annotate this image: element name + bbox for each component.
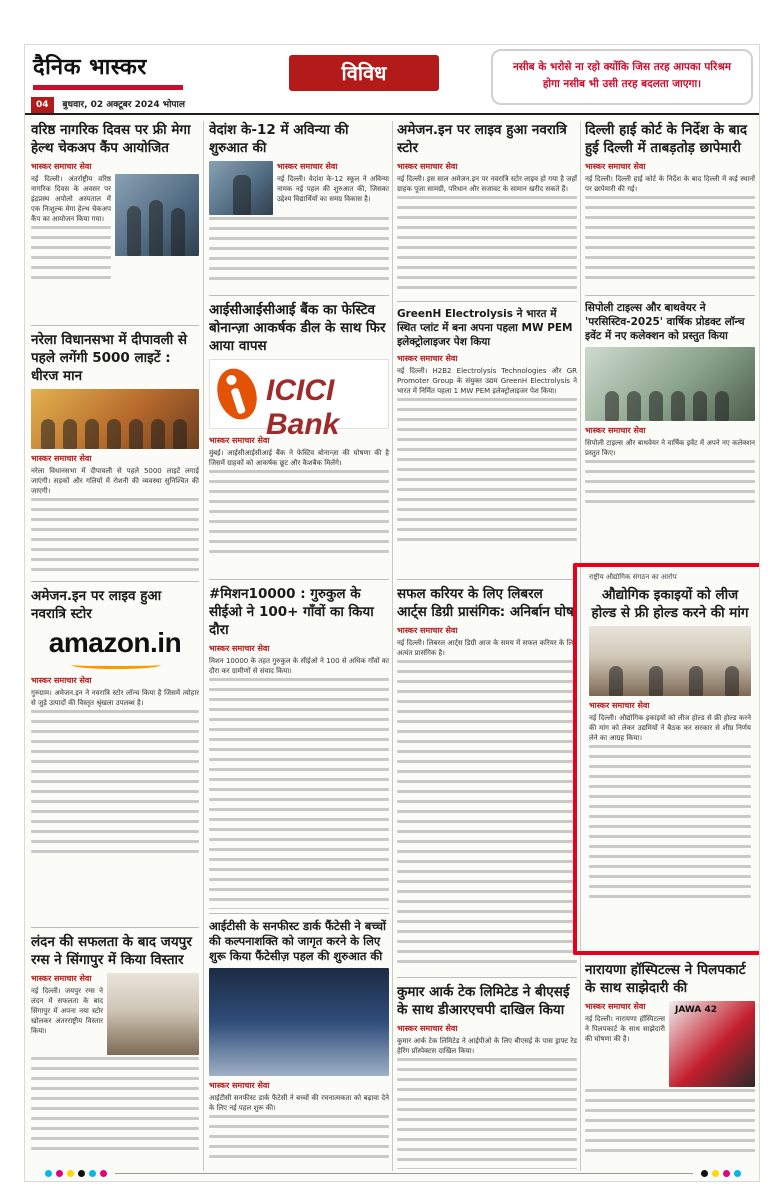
headline: अमेजन.इन पर लाइव हुआ नवरात्रि स्टोर [397, 122, 567, 156]
page-footer [25, 1163, 760, 1182]
column-divider [203, 121, 204, 1171]
headline: आईसीआईसीआई बैंक का फेस्टिव बोनान्ज़ा आकर्षक डील के साथ फिर आया वापस [209, 302, 386, 354]
byline: भास्कर समाचार सेवा [31, 676, 92, 685]
store-photo [107, 973, 199, 1055]
article-senior-citizens [31, 121, 199, 321]
byline: भास्कर समाचार सेवा [209, 644, 270, 653]
amazon-logo [31, 627, 199, 671]
divider [397, 977, 577, 978]
byline: भास्कर समाचार सेवा [585, 162, 646, 171]
text-lines [397, 660, 577, 963]
article-body: सिपोली टाइल्स और बाथवेयर ने वार्षिक इवेंट में अपने नए कलेक्शन प्रस्तुत किए। [585, 439, 755, 457]
article-body: कुमार आर्क टेक लिमिटेड ने आईपीओ के लिए बीएसई के पास ड्राफ्ट रेड हेरिंग प्रॉस्पेक्टस दाखिल किया। [397, 1037, 577, 1055]
text-lines [209, 217, 389, 280]
article-body: नई दिल्ली। इस साल अमेजन.इन पर नवरात्रि स्टोर लाइव हो गया है जहाँ ग्राहक पूजा सामग्री, परिधान और सजावट के सामान खरीद सकते हैं। [397, 175, 577, 193]
divider [209, 579, 389, 580]
headline: औद्योगिक इकाइयों को लीज होल्ड से फ्री होल्ड करने की मांग [591, 587, 749, 621]
article-amazon-navratri [31, 587, 199, 923]
color-dots-left [45, 1170, 107, 1177]
article-body: नई दिल्ली। अंतर्राष्ट्रीय वरिष्ठ नागरिक दिवस के अवसर पर इंद्रप्रस्थ अपोलो अस्पताल में एक निःशुल्क मेगा हेल्थ चेकअप कैंप का आयोजन किया गया। [31, 175, 111, 223]
newspaper-logo [33, 51, 193, 91]
byline: भास्कर समाचार सेवा [397, 162, 458, 171]
headline: #मिशन10000 : गुरुकुल के सीईओ ने 100+ गाँवों का किया दौरा [209, 586, 374, 638]
byline: भास्कर समाचार सेवा [209, 436, 270, 445]
portrait-photo [209, 161, 273, 215]
motorcycle-ad [669, 1001, 755, 1087]
text-lines [31, 710, 199, 853]
article-liberal-arts [397, 585, 577, 973]
byline: भास्कर समाचार सेवा [397, 354, 458, 363]
headline: वरिष्ठ नागरिक दिवस पर फ्री मेगा हेल्थ चेकअप कैंप आयोजित [31, 122, 191, 156]
icici-logo-text: ICICI Bank [266, 374, 340, 441]
byline: भास्कर समाचार सेवा [209, 1081, 270, 1090]
article-vedansh-avinya [209, 121, 389, 291]
divider [209, 295, 389, 296]
headline: वेदांश के-12 में अविन्या की शुरुआत की [209, 122, 349, 156]
byline: भास्कर समाचार सेवा [397, 626, 458, 635]
text-lines [31, 226, 111, 279]
article-narela-lights [31, 331, 199, 577]
divider [397, 301, 577, 302]
text-lines [585, 196, 755, 279]
article-body: आईटीसी सनफीस्ट डार्क फैंटेसी ने बच्चों की रचनात्मकता को बढ़ावा देने के लिए नई पहल शुरू की। [209, 1094, 389, 1112]
amazon-logo-text: amazon.in [48, 627, 182, 658]
article-body: मुंबई। आईसीआईसीआई बैंक ने फेस्टिव बोनान्ज़ा की घोषणा की है जिसमें ग्राहकों को आकर्षक छूट और कैशबैक मिलेंगे। [209, 449, 389, 467]
article-body: मिशन 10000 के तहत गुरुकुल के सीईओ ने 100 से अधिक गाँवों का दौरा कर ग्रामीणों से संवाद किया। [209, 657, 389, 675]
column-1 [31, 121, 199, 1171]
article-narayana-flipkart [585, 961, 755, 1169]
article-body: नरेला विधानसभा में दीपावली से पहले 5000 लाइटें लगाई जाएंगी। सड़कों और गलियों में रोशनी की व्यवस्था सुनिश्चित की जाएगी। [31, 467, 199, 495]
column-2 [209, 121, 389, 1171]
byline: भास्कर समाचार सेवा [277, 162, 338, 171]
headline: GreenH Electrolysis ने भारत में स्थित प्लांट में बना अपना पहला MW PEM इलेक्ट्रोलाइजर पेश किया [397, 308, 573, 348]
headline: नरेला विधानसभा में दीपावली से पहले लगेंगी 5000 लाइटें : धीरज मान [31, 332, 188, 384]
event-photo [115, 174, 199, 256]
bus-photo [209, 968, 389, 1076]
headline: लंदन की सफलता के बाद जयपुर रग्स ने सिंगापुर में किया विस्तार [31, 934, 192, 968]
column-divider [392, 121, 393, 1171]
text-lines [209, 1115, 389, 1158]
highlight-box [573, 563, 760, 955]
logo-underline [33, 85, 183, 90]
headline: सफल करियर के लिए लिबरल आर्ट्स डिग्री प्रासंगिक: अनिर्बान घोष [397, 586, 574, 620]
article-delhi-raids [585, 121, 755, 291]
byline: भास्कर समाचार सेवा [585, 426, 646, 435]
divider [31, 927, 199, 928]
headline: दिल्ली हाई कोर्ट के निर्देश के बाद हुई दिल्ली में ताबड़तोड़ छापेमारी [585, 122, 748, 156]
byline: भास्कर समाचार सेवा [31, 454, 92, 463]
byline: भास्कर समाचार सेवा [31, 162, 92, 171]
headline: अमेजन.इन पर लाइव हुआ नवरात्रि स्टोर [31, 588, 162, 622]
text-lines [397, 196, 577, 289]
article-kumar-arc [397, 983, 577, 1169]
divider [397, 579, 577, 580]
text-lines [397, 1058, 577, 1169]
article-body: गुरुग्राम। अमेजन.इन ने नवरात्रि स्टोर लॉन्च किया है जिसमें त्योहार से जुड़े उत्पादों की विस्तृत श्रृंखला उपलब्ध है। [31, 689, 199, 707]
divider [31, 325, 199, 326]
column-3 [397, 121, 577, 1171]
ad-brand-text: JAWA 42 [675, 1005, 718, 1015]
byline: भास्कर समाचार सेवा [31, 974, 92, 983]
article-body: नई दिल्ली। दिल्ली हाई कोर्ट के निर्देश के बाद दिल्ली में कई स्थानों पर छापेमारी की गई। [585, 175, 755, 193]
section-label: विविध [289, 55, 439, 91]
dateline: बुधवार, 02 अक्टूबर 2024 भोपाल [62, 100, 185, 110]
article-itc-dark-fantasy [209, 919, 389, 1169]
article-body: नई दिल्ली। H2B2 Electrolysis Technologies और GR Promoter Group के संयुक्त उद्यम GreenH Electrolysis ने भारत में निर्मित पहला 1 MW PEM इलेक्ट्रोलाइजर पेश किया। [397, 367, 577, 395]
divider [585, 295, 755, 296]
page-number: 04 [31, 97, 54, 113]
article-greenh [397, 307, 577, 575]
text-lines [209, 678, 389, 909]
text-lines [31, 498, 199, 577]
headline: आईटीसी के सनफीस्ट डार्क फैंटेसी ने बच्चों की कल्पनाशक्ति को जागृत करने के लिए शुरू किया फैंटेसीज़ पहल की शुरुआत की [209, 919, 386, 963]
group-photo [31, 389, 199, 449]
text-lines [585, 460, 755, 503]
text-lines [209, 470, 389, 553]
article-jaipur-rugs [31, 933, 199, 1169]
color-dots-right [701, 1170, 741, 1177]
footer-rule [115, 1173, 693, 1174]
divider [31, 581, 199, 582]
article-body: नई दिल्ली। औद्योगिक इकाइयों को लीज होल्ड से फ्री होल्ड करने की मांग को लेकर उद्यमियों ने बैठक कर सरकार से शीघ्र निर्णय लेने का आग्रह किया। [589, 714, 751, 742]
article-body: नई दिल्ली। जयपुर रग्स ने लंदन में सफलता के बाद सिंगापुर में अपना नया स्टोर खोलकर अंतरराष्ट्रीय विस्तार किया। [31, 987, 103, 1035]
byline: भास्कर समाचार सेवा [585, 1002, 646, 1011]
text-lines [397, 398, 577, 541]
headline: नारायणा हॉस्पिटल्स ने पिलपकार्ट के साथ साझेदारी की [585, 962, 746, 996]
article-body: नई दिल्ली। वेदांश के-12 स्कूल ने अविन्या नामक नई पहल की शुरुआत की, जिसका उद्देश्य विद्यार्थियों का समग्र विकास है। [277, 175, 389, 203]
text-lines [585, 1089, 755, 1152]
text-lines [31, 1057, 199, 1150]
headline: कुमार आर्क टेक लिमिटेड ने बीएसई के साथ डीआरएचपी दाखिल किया [397, 984, 570, 1018]
icici-mark-icon [211, 363, 263, 424]
launch-event-photo [585, 347, 755, 421]
byline: भास्कर समाचार सेवा [589, 701, 650, 710]
tagline-quote: नसीब के भरोसे ना रहो क्योंकि जिस तरह आपका परिश्रम होगा नसीब भी उसी तरह बदलता जाएगा। [491, 49, 753, 105]
newspaper-page [24, 44, 760, 1182]
page-info [25, 97, 325, 113]
article-body: नई दिल्ली। लिबरल आर्ट्स डिग्री आज के समय में सफल करियर के लिए अत्यंत प्रासंगिक है। [397, 639, 577, 657]
headline: सिपोली टाइल्स और बाथवेयर ने 'परसिस्टिव-2025' वार्षिक प्रोडक्ट लॉन्च इवेंट में नए कलेक्शन को प्रस्तुत किया [585, 302, 745, 342]
article-icici-festive [209, 301, 389, 575]
article-body: नई दिल्ली। नारायणा हॉस्पिटल्स ने पिलपकार्ट के साथ साझेदारी की घोषणा की है। [585, 1015, 665, 1043]
article-sipoli-tiles [585, 301, 755, 551]
masthead [25, 45, 760, 115]
byline: भास्कर समाचार सेवा [397, 1024, 458, 1033]
divider [209, 913, 389, 914]
logo-text: दैनिक भास्कर [33, 54, 147, 80]
article-amazon-live [397, 121, 577, 297]
amazon-smile-icon [71, 661, 161, 669]
article-mission-10000 [209, 585, 389, 909]
kicker: राष्ट्रीय औद्योगिक संगठन का आरोप [589, 573, 677, 581]
